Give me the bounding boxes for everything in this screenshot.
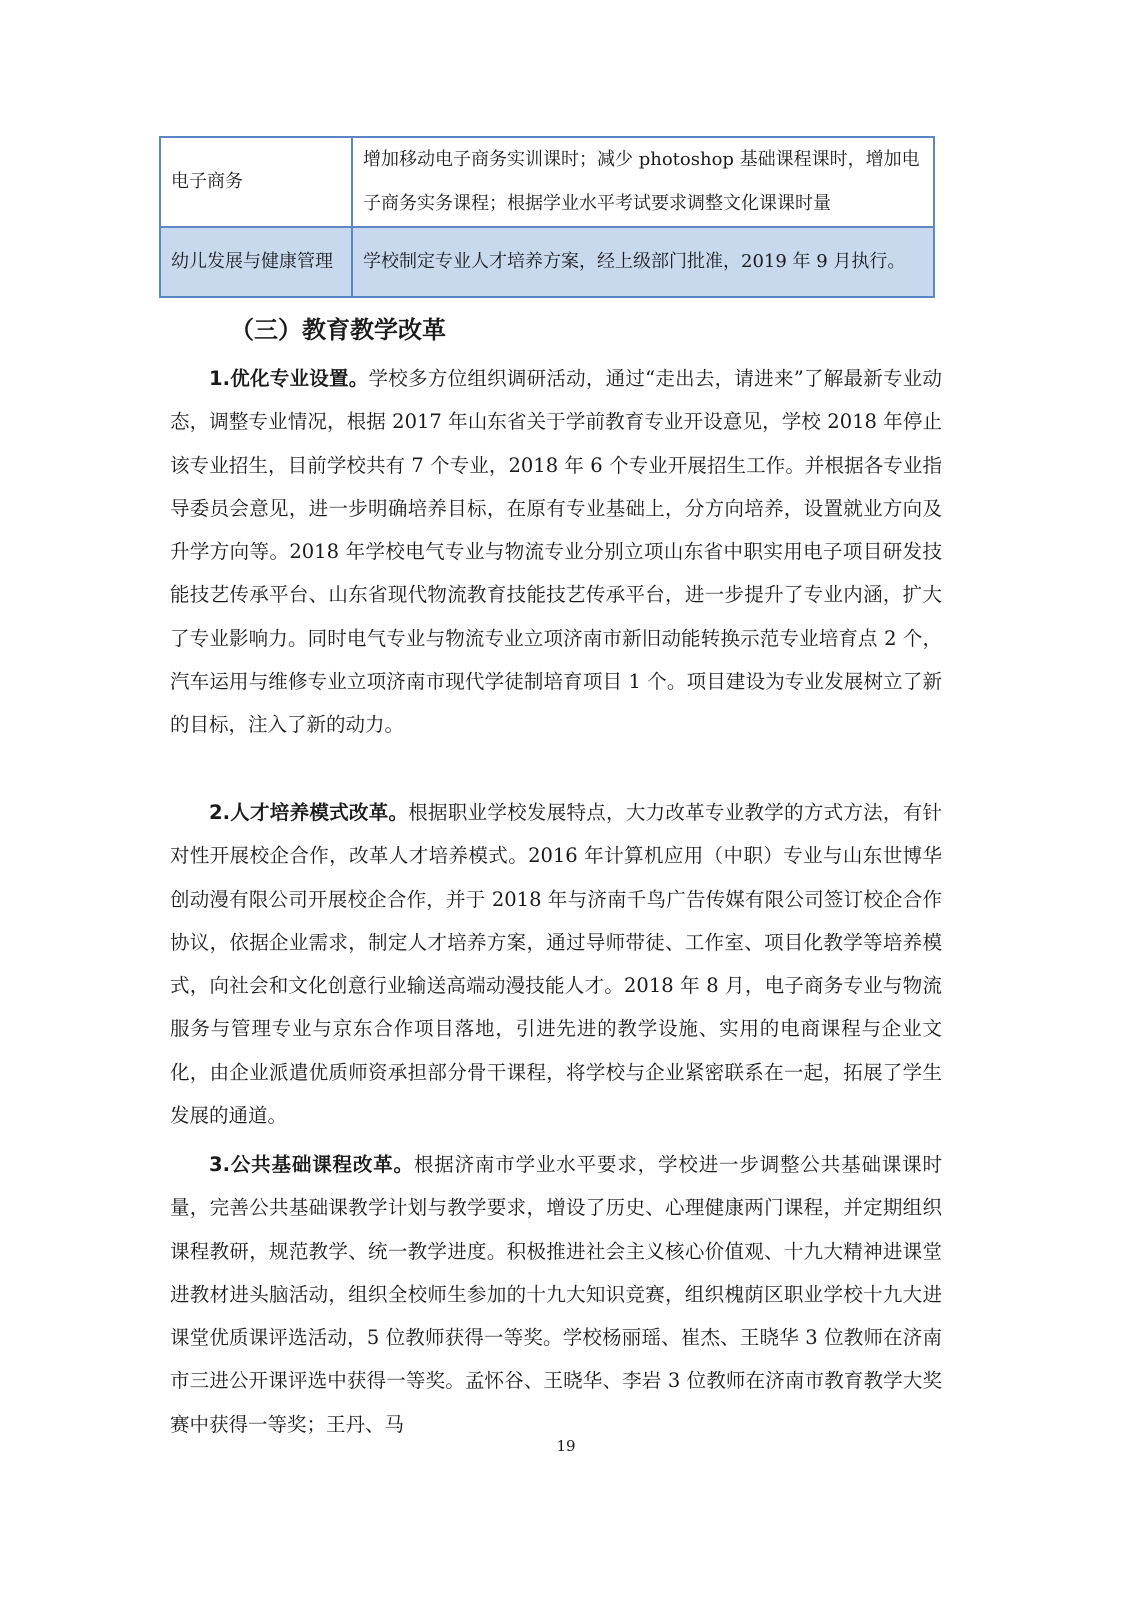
paragraph-specialty-optimization — [170, 357, 942, 747]
paragraph-text: 根据职业学校发展特点，大力改革专业教学的方式方法，有针对性开展校企合作，改革人才培养模式。2016 年计算机应用（中职）专业与山东世博华创动漫有限公司开展校企合作，并于 2018 年与济南千鸟广告传媒有限公司签订校企合作协议，依据企业需求，制定人才培养方案，通过导师带徒、工作室、项目化教学等培养模式，向社会和文化创意行业输送高端动漫技能人才。2018 年 8 月，电子商务专业与物流服务与管理专业与京东合作项目落地，引进先进的教学设施、实用的电商课程与企业文化，由企业派遣优质师资承担部分骨干课程，将学校与企业紧密联系在一起，拓展了学生发展的通道。 — [170, 801, 942, 1128]
paragraph-training-mode-reform — [170, 791, 942, 1137]
curriculum-adjustment-table — [159, 136, 935, 298]
adjustment-content-cell: 增加移动电子商务实训课时；减少 photoshop 基础课程课时，增加电子商务实务课程；根据学业水平考试要求调整文化课课时量 — [352, 137, 934, 227]
page-number: 19 — [556, 1437, 576, 1455]
major-name-cell: 电子商务 — [160, 137, 352, 227]
section-heading: （三）教育教学改革 — [230, 316, 446, 344]
paragraph-public-course-reform — [170, 1143, 942, 1446]
paragraph-text: 根据济南市学业水平要求，学校进一步调整公共基础课课时量，完善公共基础课教学计划与教学要求，增设了历史、心理健康两门课程，并定期组织课程教研，规范教学、统一教学进度。积极推进社会主义核心价值观、十九大精神进课堂进教材进头脑活动，组织全校师生参加的十九大知识竞赛，组织槐荫区职业学校十九大进课堂优质课评选活动，5 位教师获得一等奖。学校杨丽瑶、崔杰、王晓华 3 位教师在济南市三进公开课评选中获得一等奖。孟怀谷、王晓华、李岩 3 位教师在济南市教育教学大奖赛中获得一等奖；王丹、马 — [170, 1153, 942, 1436]
paragraph-lead: 3.公共基础课程改革。 — [209, 1153, 414, 1176]
adjustment-content-cell: 学校制定专业人才培养方案，经上级部门批准，2019 年 9 月执行。 — [352, 227, 934, 297]
paragraph-lead: 2.人才培养模式改革。 — [209, 801, 409, 824]
table-row — [160, 227, 934, 297]
major-name-cell: 幼儿发展与健康管理 — [160, 227, 352, 297]
paragraph-text: 学校多方位组织调研活动，通过“走出去，请进来”了解最新专业动态，调整专业情况，根据 2017 年山东省关于学前教育专业开设意见，学校 2018 年停止该专业招生，目前学校共有 7 个专业，2018 年 6 个专业开展招生工作。并根据各专业指导委员会意见，进一步明确培养目标，在原有专业基础上，分方向培养，设置就业方向及升学方向等。2018 年学校电气专业与物流专业分别立项山东省中职实用电子项目研发技能技艺传承平台、山东省现代物流教育技能技艺传承平台，进一步提升了专业内涵，扩大了专业影响力。同时电气专业与物流专业立项济南市新旧动能转换示范专业培育点 2 个，汽车运用与维修专业立项济南市现代学徒制培育项目 1 个。项目建设为专业发展树立了新的目标，注入了新的动力。 — [170, 367, 942, 737]
table-row — [160, 137, 934, 227]
paragraph-lead: 1.优化专业设置。 — [209, 367, 369, 390]
